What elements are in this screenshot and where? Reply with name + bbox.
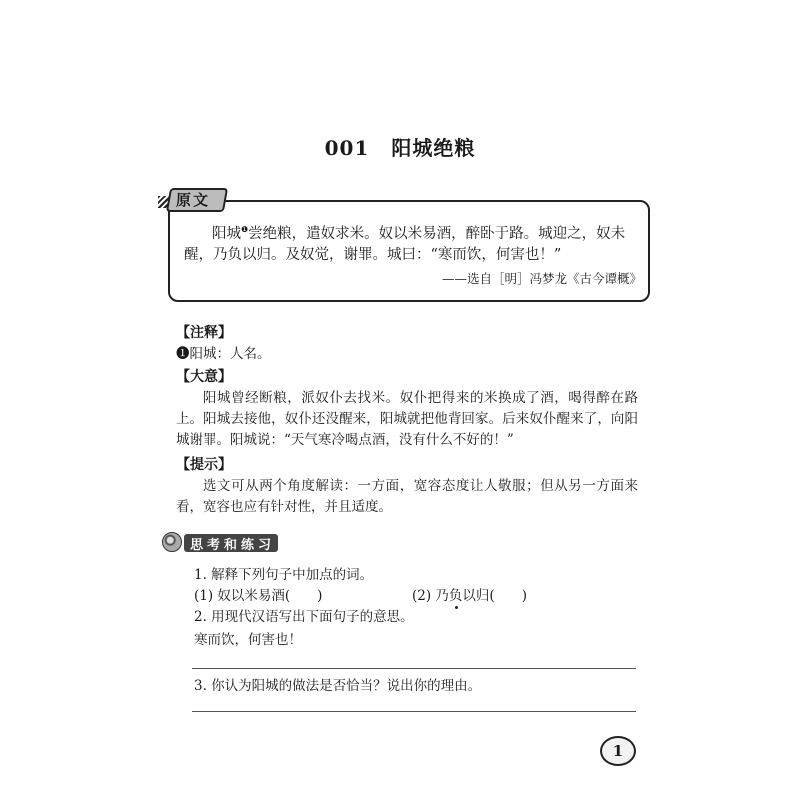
note-marker: ❶ — [241, 225, 249, 234]
original-label-tag — [160, 186, 230, 214]
question-3: 3. 你认为阳城的做法是否恰当？说出你的理由。 — [194, 678, 482, 694]
answer-line-2 — [192, 711, 636, 712]
answer-line-1 — [192, 668, 636, 669]
question-1: 1. 解释下列句子中加点的词。 — [194, 567, 374, 583]
meaning-heading: 【大意】 — [176, 369, 232, 385]
original-line-2: 醒，乃负以归。及奴觉，谢罪。城曰：“寒而饮，何害也！” — [184, 247, 562, 263]
original-line-1: 阳城$^❶$尝绝粮，遣奴求米。奴以米易酒，醉卧于路。城迎之，奴未 — [212, 225, 626, 242]
question-1a: (1) 奴以米易酒( ) — [194, 588, 323, 604]
title-number: 001 — [324, 136, 370, 160]
snail-icon — [162, 532, 182, 552]
title-text: 阳城绝粮 — [391, 136, 476, 160]
question-1b: (2) 乃负以归( ) — [412, 588, 527, 604]
question-2: 2. 用现代汉语写出下面句子的意思。 — [194, 609, 414, 625]
question-2-sentence: 寒而饮，何害也！ — [194, 632, 302, 648]
hint-text: 选文可从两个角度解读：一方面，宽容态度让人敬服；但从另一方面来看，宽容也应有针对性，并且适度。 — [176, 478, 638, 515]
hint-heading: 【提示】 — [176, 457, 232, 473]
exercise-label-tag — [160, 530, 280, 556]
notes-item: ❶阳城：人名。 — [176, 346, 271, 362]
exercise-label: 思考和练习 — [190, 538, 276, 553]
source-citation: ——选自［明］冯梦龙《古今谭概》 — [441, 271, 642, 286]
page-title — [0, 132, 800, 161]
original-label: 原文 — [176, 191, 211, 209]
meaning-text: 阳城曾经断粮，派奴仆去找米。奴仆把得来的米换成了酒，喝得醉在路上。阳城去接他，奴仆还没醒来，阳城就把他背回家。后来奴仆醒来了，向阳城谢罪。阳城说：“天气寒冷喝点酒，没有什么不好的！” — [176, 390, 638, 448]
page-number: 1 — [600, 736, 636, 766]
notes-heading: 【注释】 — [176, 325, 232, 341]
dotted-word: 负 — [448, 588, 463, 604]
